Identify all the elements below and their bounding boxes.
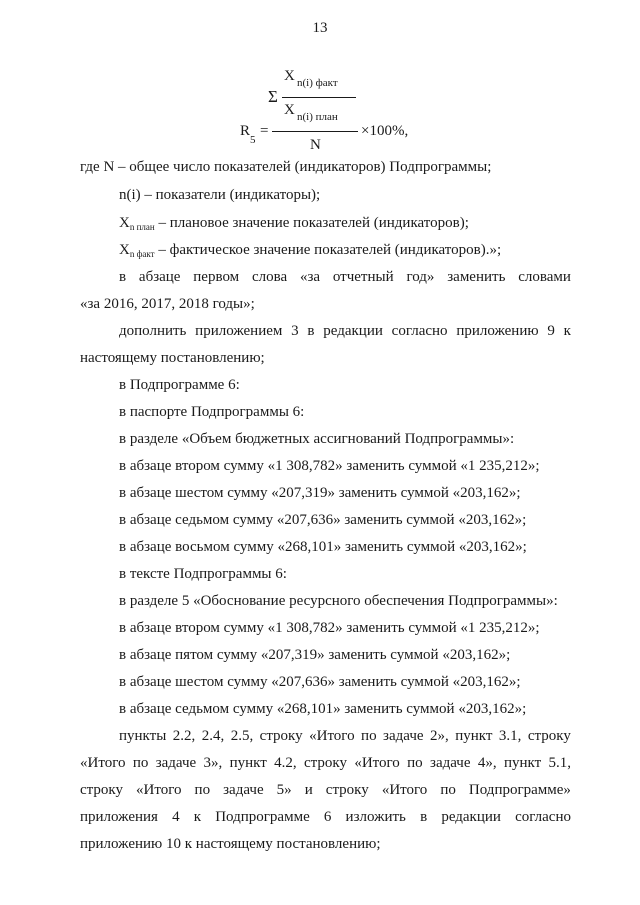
paragraph-16-line-2 xyxy=(80,754,571,772)
paragraph-2-line-1 xyxy=(119,322,571,340)
definition-ni: n(i) – показатели (индикаторы); xyxy=(119,187,321,203)
numerator-x: X xyxy=(284,68,295,84)
equals-sign: = xyxy=(260,123,269,139)
word: пункт xyxy=(455,728,493,744)
paragraph-11: в разделе 5 «Обоснование ресурсного обеспечения Подпрограммы»: xyxy=(119,593,558,609)
word: в xyxy=(307,323,315,339)
word: 4», xyxy=(477,755,497,771)
word: задаче xyxy=(155,755,197,771)
r-subscript: 5 xyxy=(250,134,256,146)
sum-symbol: Σ xyxy=(268,87,278,106)
word: пункт xyxy=(503,755,542,771)
paragraph-3: в Подпрограмме 6: xyxy=(119,377,240,393)
paragraph-16-line-5: приложению 10 к настоящему постановлению; xyxy=(80,836,381,852)
word: согласно xyxy=(515,809,571,825)
word: 6 xyxy=(323,809,332,825)
word: 2.2, xyxy=(172,728,196,744)
word: приложению xyxy=(456,323,539,339)
word: по xyxy=(132,755,149,771)
word: строку xyxy=(325,782,369,798)
word: «Итого xyxy=(309,728,355,744)
page-number: 13 xyxy=(312,20,328,36)
x-letter: X xyxy=(119,242,130,258)
word: пункты xyxy=(119,728,167,744)
paragraph-1-line-2: «за 2016, 2017, 2018 годы»; xyxy=(80,296,255,312)
word: первом xyxy=(193,269,240,285)
word: в xyxy=(119,269,127,285)
word: 5» xyxy=(276,782,292,798)
paragraph-5: в разделе «Объем бюджетных ассигнований Подпрограммы»: xyxy=(119,431,515,447)
word: редакции xyxy=(441,809,501,825)
word: «за xyxy=(299,269,321,285)
word: 5.1, xyxy=(548,755,571,771)
paragraph-12: в абзаце втором сумму «1 308,782» заменить суммой «1 235,212»; xyxy=(119,620,540,636)
plan-subscript: n план xyxy=(129,222,155,232)
paragraph-2-line-2: настоящему постановлению; xyxy=(80,350,265,366)
x-letter: X xyxy=(119,215,130,231)
word: задаче xyxy=(430,755,471,771)
definition-n: где N – общее число показателей (индикаторов) Подпрограммы; xyxy=(80,159,492,175)
word: 4 xyxy=(172,809,180,825)
paragraph-15: в абзаце седьмом сумму «268,101» заменить суммой «203,162»; xyxy=(119,701,527,717)
word: отчетный xyxy=(332,269,394,285)
word: изложить xyxy=(345,809,406,825)
paragraph-8: в абзаце седьмом сумму «207,636» заменить суммой «203,162»; xyxy=(119,512,527,528)
word: год» xyxy=(406,269,435,285)
word: редакции xyxy=(323,323,383,339)
paragraph-16-line-3 xyxy=(80,781,571,799)
word: строку xyxy=(80,782,123,798)
denominator-n: N xyxy=(310,137,321,153)
word: по xyxy=(440,782,456,798)
word: по xyxy=(361,728,377,744)
word: пункт xyxy=(229,755,267,771)
numerator-fact-subscript: n(i) факт xyxy=(297,77,338,89)
word: в xyxy=(420,809,428,825)
fact-text: – фактическое значение показателей (индикаторов).»; xyxy=(154,242,502,258)
word: к xyxy=(193,809,202,825)
word: по xyxy=(194,782,211,798)
definition-x-plan xyxy=(119,214,469,236)
word: словами xyxy=(518,269,571,285)
word: «Итого xyxy=(381,782,428,798)
word: строку xyxy=(304,755,347,771)
word: строку xyxy=(527,728,571,744)
word: задаче xyxy=(223,782,264,798)
word: 2», xyxy=(430,728,449,744)
paragraph-13: в абзаце пятом сумму «207,319» заменить суммой «203,162»; xyxy=(119,647,511,663)
denominator-x: X xyxy=(284,102,295,118)
word: и xyxy=(304,782,313,798)
word: строку xyxy=(259,728,303,744)
main-fraction-line xyxy=(272,131,358,132)
paragraph-7: в абзаце шестом сумму «207,319» заменить суммой «203,162»; xyxy=(119,485,521,501)
word: 4.2, xyxy=(274,755,297,771)
inner-fraction-line xyxy=(282,97,356,98)
word: задаче xyxy=(383,728,424,744)
formula xyxy=(0,0,640,160)
word: приложением xyxy=(195,323,283,339)
definition-x-fact xyxy=(119,241,501,263)
paragraph-6: в абзаце втором сумму «1 308,782» заменить суммой «1 235,212»; xyxy=(119,458,540,474)
paragraph-4: в паспорте Подпрограммы 6: xyxy=(119,404,305,420)
paragraph-14: в абзаце шестом сумму «207,636» заменить суммой «203,162»; xyxy=(119,674,521,690)
word: 3.1, xyxy=(498,728,522,744)
paragraph-10: в тексте Подпрограммы 6: xyxy=(119,566,287,582)
paragraph-1-line-1 xyxy=(119,268,571,286)
fact-subscript: n факт xyxy=(129,249,155,259)
plan-text: – плановое значение показателей (индикаторов); xyxy=(154,215,469,231)
word: 3 xyxy=(291,323,299,339)
word: заменить xyxy=(447,269,506,285)
word: 9 xyxy=(547,323,555,339)
word: слова xyxy=(251,269,288,285)
denominator-plan-subscript: n(i) план xyxy=(297,111,338,123)
word: Подпрограмме xyxy=(215,809,310,825)
word: «Итого xyxy=(80,755,126,771)
paragraph-16-line-4 xyxy=(80,808,571,826)
word: «Итого xyxy=(354,755,400,771)
paragraph-9: в абзаце восьмом сумму «268,101» заменить суммой «203,162»; xyxy=(119,539,527,555)
word: абзаце xyxy=(138,269,181,285)
word: 3», xyxy=(203,755,223,771)
word: 2.5, xyxy=(230,728,254,744)
word: «Итого xyxy=(136,782,182,798)
word: Подпрограмме» xyxy=(468,782,571,798)
paragraph-16-line-1 xyxy=(119,727,571,745)
word: 2.4, xyxy=(201,728,225,744)
word: по xyxy=(407,755,423,771)
word: к xyxy=(563,323,571,339)
r-symbol: R xyxy=(240,123,251,139)
word: приложения xyxy=(80,809,158,825)
times-100-percent: ×100%, xyxy=(361,123,409,139)
word: согласно xyxy=(391,323,448,339)
word: дополнить xyxy=(119,323,187,339)
